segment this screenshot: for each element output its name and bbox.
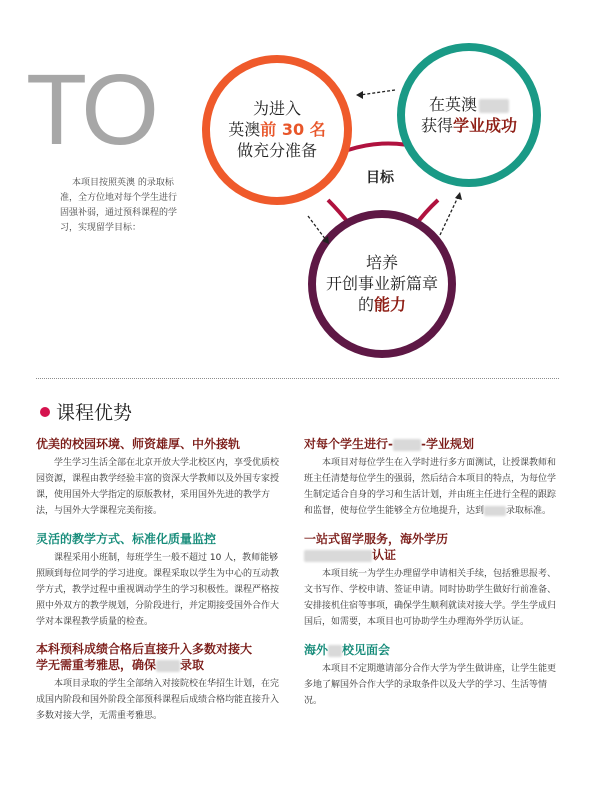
left-heading-2: 灵活的教学方式、标准化质量监控 — [36, 532, 217, 546]
circle-left-line2-prefix: 英澳 — [228, 120, 261, 139]
circle-right-line2-prefix: 获得 — [420, 116, 453, 135]
circle-left-line1: 为进入 — [252, 99, 301, 118]
right-body-3: 本项目不定期邀请部分合作大学为学生做讲座，让学生能更多地了解国外合作大学的录取条件以及大学的学习、生活等情况。 — [304, 664, 557, 706]
circle-bottom-line2: 开创事业新篇章 — [325, 274, 438, 293]
circle-left-line3: 做充分准备 — [236, 141, 317, 160]
left-heading-3-line1: 本科预科成绩合格后直接升入多数对接大 — [36, 642, 253, 656]
center-goal-label: 目标 — [366, 170, 394, 186]
left-column — [36, 436, 282, 724]
circle-bottom-text — [322, 252, 442, 315]
arrowhead-3 — [455, 192, 462, 200]
blurred-text — [484, 506, 506, 516]
right-heading-1b: -学业规划 — [420, 437, 474, 451]
section-title-text: 课程优势 — [56, 402, 133, 424]
goal-diagram — [200, 40, 570, 370]
right-column — [304, 436, 558, 709]
decorative-to-letters: TO — [26, 54, 156, 166]
blurred-text — [156, 660, 180, 672]
circle-bottom-line3-prefix: 的 — [357, 295, 374, 314]
section-divider — [36, 378, 559, 379]
arrow-right-to-left — [360, 90, 395, 95]
right-heading-1a: 对每个学生进行- — [304, 437, 393, 451]
arrowhead-1 — [356, 91, 363, 99]
circle-left-text — [217, 98, 337, 161]
arrow-left-to-bottom — [308, 216, 326, 240]
right-heading-3b: 校见面会 — [342, 643, 391, 657]
blurred-text — [393, 439, 421, 451]
blurred-text — [304, 550, 372, 562]
section-title — [40, 398, 132, 425]
left-heading-1: 优美的校园环境、师资雄厚、中外接轨 — [36, 437, 241, 451]
left-body-1: 学生学习生活全部在北京开放大学北校区内，享受优质校园资源，课程由教学经验丰富的资深大学教师以及外国专家授课，使用国外大学指定的原版教材，采用国外先进的教学方法，与国外大学课程完美衔接。 — [36, 458, 280, 516]
circle-right-text — [409, 94, 529, 136]
left-heading-3-line2a: 学无需重考雅思，确保 — [36, 658, 157, 672]
left-heading-3-line2b: 录取 — [180, 658, 205, 672]
right-heading-2-line2: 认证 — [372, 548, 397, 562]
blurred-text — [328, 645, 342, 657]
right-heading-2-line1: 一站式留学服务，海外学历 — [304, 532, 449, 546]
bullet-dot-icon — [40, 407, 50, 417]
circle-left-line2-accent: 前 30 名 — [260, 120, 326, 139]
circle-right-line2-accent: 学业成功 — [453, 116, 518, 135]
right-body-1a: 本项目对每位学生在入学时进行多方面测试，让授课教师和班主任清楚每位学生的强弱，然后结合本项目的特点，为每位学生制定适合自身的学习和生活计划，并由班主任进行全程的跟踪和监督，使每位学生能够全方位地提升，达到 — [304, 458, 557, 516]
blurred-text — [479, 99, 509, 113]
right-body-2: 本项目统一为学生办理留学申请相关手续，包括雅思报考、文书写作、学校申请、签证申请。同时协助学生做好行前准备、安排接机住宿等事项，确保学生顺利就读对接大学。学生学成归国后，如需要，本项目也可协助学生办理海外学历认证。 — [304, 569, 557, 627]
circle-right-line1: 在英澳 — [428, 95, 477, 114]
circle-bottom-line3-accent: 能力 — [374, 295, 407, 314]
arrow-bottom-to-right — [440, 197, 458, 235]
left-body-3: 本项目录取的学生全部纳入对接院校在华招生计划，在完成国内阶段和国外阶段全部预科课程后成绩合格均能直接升入多数对接大学，无需重考雅思。 — [36, 679, 280, 721]
left-body-2: 课程采用小班制，每班学生一般不超过 10 人，教师能够照顾到每位同学的学习进度。课程采取以学生为中心的互动教学方式，教学过程中重视调动学生的学习积极性。课程严格按照中外双方的教学规划，分阶段进行，并定期接受国外合作大学对本课程教学质量的检查。 — [36, 553, 280, 627]
intro-paragraph: 本项目按照英澳 的录取标准，全方位地对每个学生进行固强补弱，通过预科课程的学习，实现留学目标： — [60, 178, 178, 233]
right-heading-3a: 海外 — [304, 643, 329, 657]
circle-bottom-line1: 培养 — [365, 253, 398, 272]
right-body-1b: 录取标准。 — [506, 506, 552, 516]
